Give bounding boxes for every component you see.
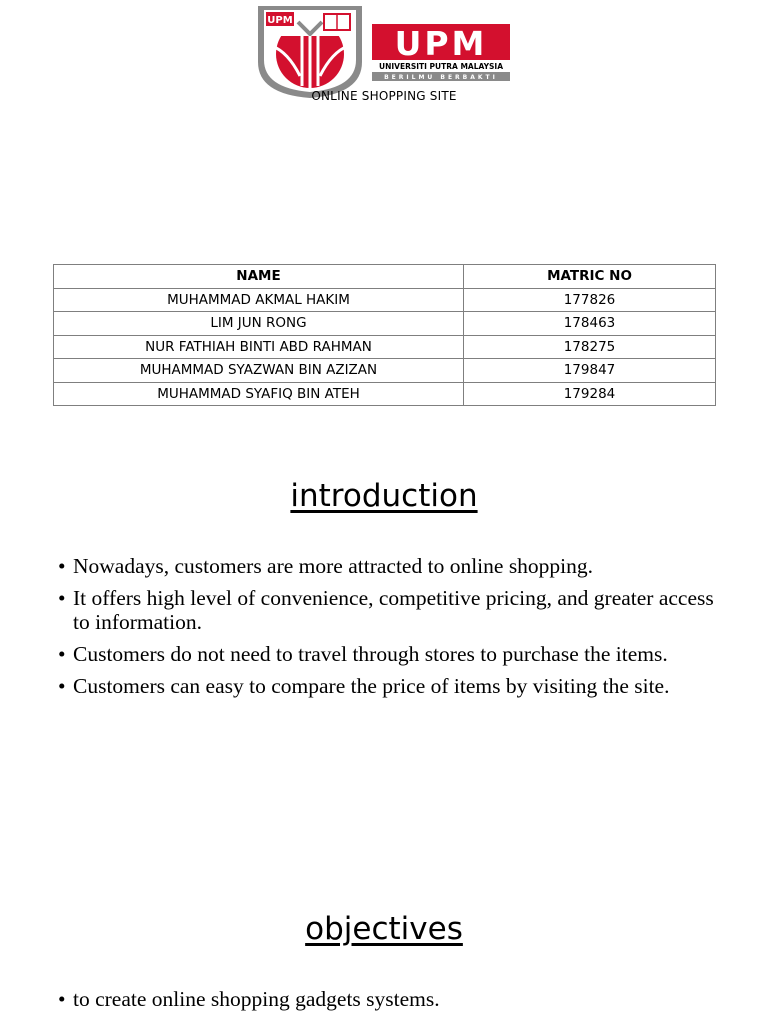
upm-logo <box>258 6 512 98</box>
member-matric: 178275 <box>464 335 716 359</box>
objectives-list <box>58 987 718 1019</box>
table-row <box>54 382 716 406</box>
column-header-matric: MATRIC NO <box>464 265 716 289</box>
objectives-heading: objectives <box>305 911 463 947</box>
table-row <box>54 288 716 312</box>
member-matric: 179847 <box>464 359 716 383</box>
university-motto: BERILMU BERBAKTI <box>384 74 498 81</box>
table-row <box>54 359 716 383</box>
member-matric: 177826 <box>464 288 716 312</box>
member-name: MUHAMMAD SYAZWAN BIN AZIZAN <box>54 359 464 383</box>
document-subtitle: ONLINE SHOPPING SITE <box>311 89 457 103</box>
list-item: • Customers can easy to compare the price of items by visiting the site. <box>58 674 718 698</box>
introduction-heading: introduction <box>290 478 478 514</box>
list-item: • Nowadays, customers are more attracted to online shopping. <box>58 554 718 578</box>
member-matric: 179284 <box>464 382 716 406</box>
list-item: • to create online shopping gadgets systems. <box>58 987 718 1011</box>
upm-wordmark: UPM <box>394 24 488 63</box>
member-name: MUHAMMAD AKMAL HAKIM <box>54 288 464 312</box>
member-name: NUR FATHIAH BINTI ABD RAHMAN <box>54 335 464 359</box>
table-header-row <box>54 265 716 289</box>
member-name: MUHAMMAD SYAFIQ BIN ATEH <box>54 382 464 406</box>
university-name: UNIVERSITI PUTRA MALAYSIA <box>378 62 504 71</box>
member-matric: 178463 <box>464 312 716 336</box>
introduction-list <box>58 554 718 706</box>
table-row <box>54 335 716 359</box>
list-item: • Customers do not need to travel through stores to purchase the items. <box>58 642 718 666</box>
member-name: LIM JUN RONG <box>54 312 464 336</box>
members-table <box>53 264 716 406</box>
column-header-name: NAME <box>54 265 464 289</box>
list-item: • It offers high level of convenience, competitive pricing, and greater access to information. <box>58 586 718 634</box>
table-row <box>54 312 716 336</box>
svg-text:UPM: UPM <box>267 15 293 26</box>
